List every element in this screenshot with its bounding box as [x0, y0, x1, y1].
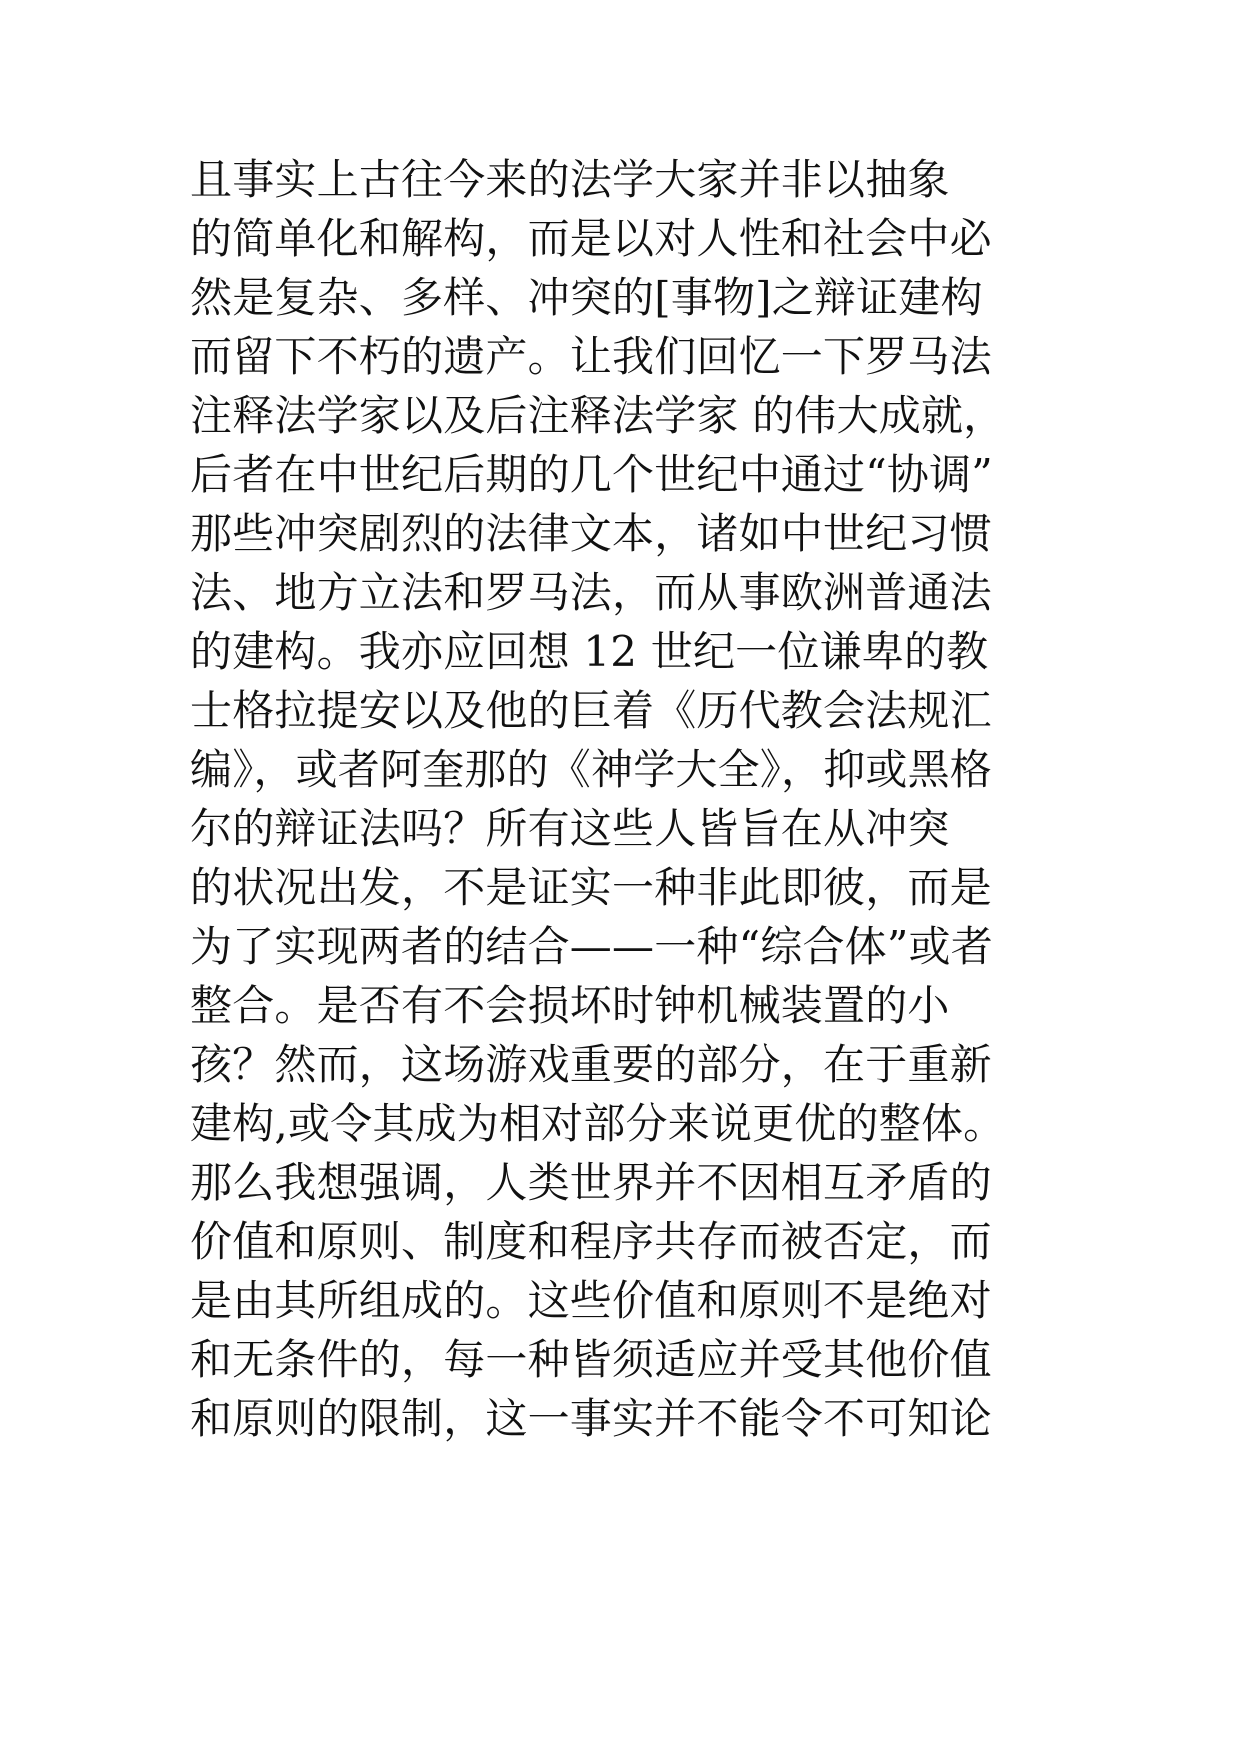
text-line: 那些冲突剧烈的法律文本，诸如中世纪习惯 — [190, 509, 992, 558]
body-text — [190, 150, 1070, 1448]
text-line: 士格拉提安以及他的巨着《历代教会法规汇 — [190, 686, 992, 735]
text-line: 是由其所组成的。这些价值和原则不是绝对 — [190, 1276, 992, 1325]
text-line: 为了实现两者的结合——一种“综合体”或者 — [190, 922, 993, 971]
text-line: 后者在中世纪后期的几个世纪中通过“协调” — [190, 450, 993, 499]
text-line: 然是复杂、多样、冲突的[事物]之辩证建构 — [190, 273, 983, 322]
text-line: 那么我想强调，人类世界并不因相互矛盾的 — [190, 1158, 992, 1207]
text-line: 整合。是否有不会损坏时钟机械装置的小 — [190, 981, 950, 1030]
text-line: 而留下不朽的遗产。让我们回忆一下罗马法 — [190, 332, 992, 381]
text-line: 法、地方立法和罗马法，而从事欧洲普通法 — [190, 568, 992, 617]
text-line: 的建构。我亦应回想 12 世纪一位谦卑的教 — [190, 627, 989, 676]
text-line: 建构,或令其成为相对部分来说更优的整体。 — [190, 1099, 1006, 1148]
text-line: 和原则的限制，这一事实并不能令不可知论 — [190, 1394, 992, 1443]
text-line: 且事实上古往今来的法学大家并非以抽象 — [190, 155, 950, 204]
text-line: 注释法学家以及后注释法学家 的伟大成就， — [190, 391, 1006, 440]
text-line: 的简单化和解构，而是以对人性和社会中必 — [190, 214, 992, 263]
text-line: 编》，或者阿奎那的《神学大全》，抑或黑格 — [190, 745, 993, 794]
text-line: 的状况出发，不是证实一种非此即彼，而是 — [190, 863, 992, 912]
text-line: 和无条件的，每一种皆须适应并受其他价值 — [190, 1335, 992, 1384]
text-line: 价值和原则、制度和程序共存而被否定，而 — [190, 1217, 992, 1266]
text-line: 尔的辩证法吗？所有这些人皆旨在从冲突 — [190, 804, 950, 853]
text-line: 孩？然而，这场游戏重要的部分，在于重新 — [190, 1040, 992, 1089]
